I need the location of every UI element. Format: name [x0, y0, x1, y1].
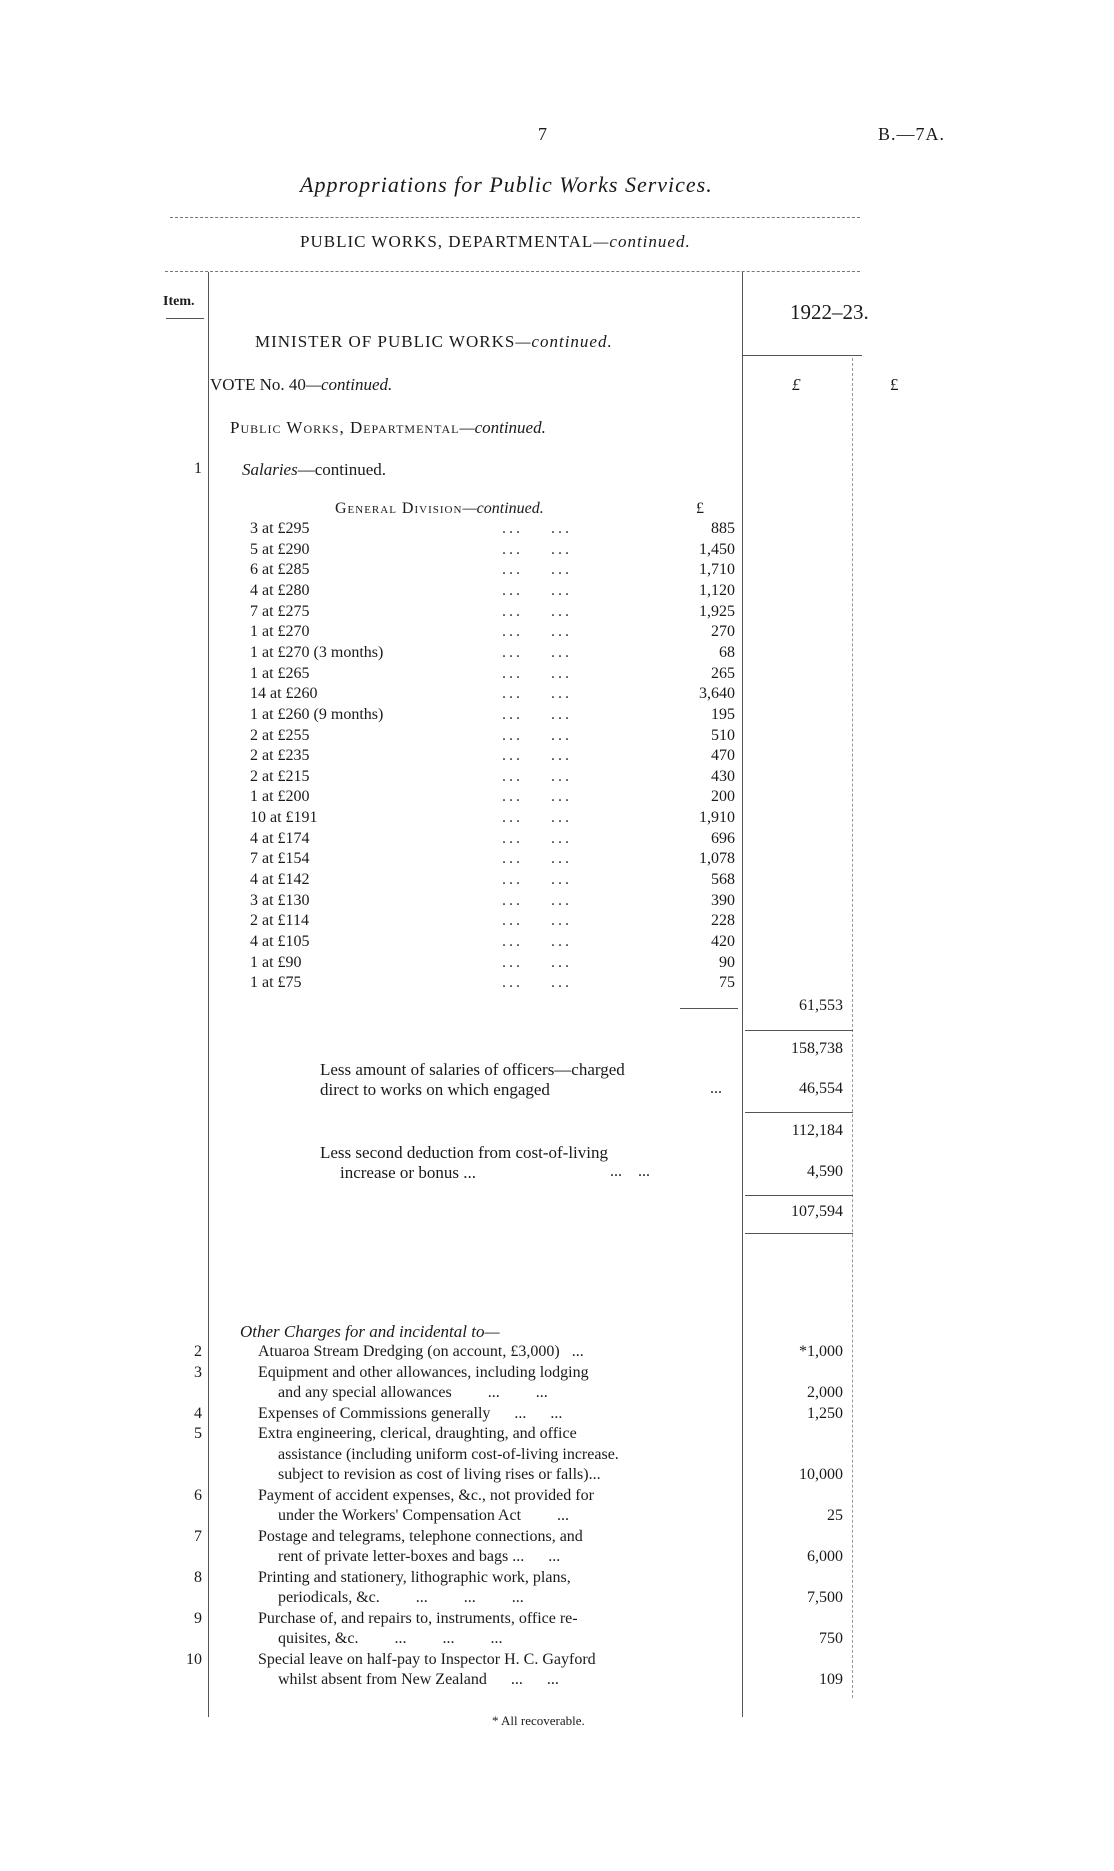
item-column-header: Item.	[163, 294, 195, 309]
salary-grade: 2 at £114	[250, 912, 309, 930]
vote-heading	[210, 375, 392, 395]
charge-description-line: Printing and stationery, lithographic work, plans,	[258, 1568, 571, 1586]
charge-description-line: subject to revision as cost of living rises or falls)...	[278, 1466, 601, 1483]
leader-dots: ... ...	[502, 767, 572, 785]
less-bonus-amount: 4,590	[807, 1163, 843, 1180]
salaries-heading	[242, 460, 386, 480]
charge-item-number: 10	[186, 1650, 202, 1668]
charge-amount: 10,000	[799, 1466, 843, 1483]
leader-dots: ... ...	[502, 953, 572, 971]
leader-dots: ... ...	[502, 809, 572, 827]
charge-amount: 2,000	[807, 1384, 843, 1401]
charge-description-line: Atuaroa Stream Dredging (on account, £3,000) ...	[258, 1343, 584, 1360]
charge-description-line: quisites, &c. ... ... ...	[278, 1630, 503, 1647]
title-rule	[170, 217, 860, 218]
charge-description-line: assistance (including uniform cost-of-living increase.	[278, 1445, 619, 1463]
salary-row	[250, 603, 735, 623]
salary-amount: 885	[711, 520, 735, 537]
salary-grade: 5 at £290	[250, 540, 310, 558]
section-continued: —continued.	[593, 232, 691, 251]
page-title: Appropriations for Public Works Services.	[300, 172, 713, 197]
item-header-underline	[166, 318, 204, 319]
subhead-continued: —continued.	[459, 418, 546, 437]
salaries-continued: —continued.	[297, 460, 387, 479]
page-number: 7	[538, 124, 547, 144]
division-label: General Division	[335, 500, 463, 517]
salary-grade: 1 at £270	[250, 623, 310, 641]
salary-amount: 1,925	[699, 602, 735, 620]
salary-grade: 1 at £200	[250, 788, 310, 806]
salary-amount: 75	[719, 974, 735, 992]
less-bonus-line-2: increase or bonus ...	[340, 1163, 476, 1182]
charge-description-line: Extra engineering, clerical, draughting, and office	[258, 1425, 577, 1442]
salary-amount: 270	[711, 623, 735, 641]
salary-amount: 1,120	[699, 581, 735, 599]
other-charges-heading: Other Charges for and incidental to—	[240, 1322, 500, 1341]
leader-dots: ... ...	[502, 829, 572, 847]
salary-row	[250, 685, 735, 705]
charge-description-line: under the Workers' Compensation Act ...	[278, 1507, 570, 1524]
subhead-heading	[230, 418, 546, 438]
charge-item-number: 8	[194, 1568, 202, 1586]
salary-row	[250, 582, 735, 602]
salary-amount: 3,640	[699, 685, 735, 703]
salary-amount: 1,078	[699, 850, 735, 868]
leader-dots: ... ...	[502, 850, 572, 868]
salary-row	[250, 892, 735, 912]
year-header-rule	[742, 355, 862, 356]
salary-row	[250, 520, 735, 540]
salary-row	[250, 933, 735, 953]
charge-description-line: Equipment and other allowances, including lodging	[258, 1363, 589, 1381]
leader-dots: ... ...	[502, 933, 572, 950]
salary-grade: 4 at £280	[250, 581, 310, 599]
salary-row	[250, 541, 735, 561]
less-officers-line-2: direct to works on which engaged	[320, 1080, 550, 1099]
salary-row	[250, 623, 735, 643]
gross-total: 158,738	[791, 1040, 843, 1057]
salary-grade: 14 at £260	[250, 685, 318, 703]
less-officers-amount: 46,554	[799, 1080, 843, 1097]
salary-amount: 696	[711, 829, 735, 847]
salary-row	[250, 727, 735, 747]
salary-amount: 90	[719, 953, 735, 971]
item-column-rule	[208, 272, 209, 1717]
amount-column-right-rule	[852, 358, 853, 1698]
salary-grade: 2 at £255	[250, 726, 310, 744]
vote-continued: —continued.	[305, 375, 393, 394]
salary-grade: 3 at £295	[250, 520, 310, 537]
document-reference: B.—7A.	[878, 124, 946, 144]
salary-grade: 10 at £191	[250, 809, 318, 827]
charge-item-number: 7	[194, 1527, 202, 1545]
salary-grade: 4 at £105	[250, 933, 310, 950]
salary-amount: 430	[711, 767, 735, 785]
salary-grade: 7 at £154	[250, 850, 310, 868]
salary-amount: 1,910	[699, 809, 735, 827]
leader-dots: ... ...	[502, 891, 572, 909]
salary-row	[250, 788, 735, 808]
salary-amount: 510	[711, 726, 735, 744]
net-total-rule-top	[745, 1195, 853, 1196]
footnote: * All recoverable.	[492, 1713, 585, 1728]
charge-amount: 1,250	[807, 1404, 843, 1422]
division-currency: £	[696, 500, 704, 517]
salary-amount: 1,710	[699, 561, 735, 579]
charge-amount: 109	[819, 1671, 843, 1688]
charge-item-number: 4	[194, 1404, 202, 1422]
charge-description-line: Purchase of, and repairs to, instruments, office re-	[258, 1609, 578, 1627]
vote-label: VOTE No. 40	[210, 375, 306, 394]
ministry-continued: —continued.	[515, 332, 613, 351]
salary-row	[250, 644, 735, 664]
charge-amount: 750	[819, 1630, 843, 1647]
leader-dots: ... ...	[502, 747, 572, 765]
less-bonus-dots: ... ...	[610, 1163, 650, 1180]
leader-dots: ... ...	[502, 974, 572, 992]
subtotal-rule	[745, 1112, 853, 1113]
salary-row	[250, 747, 735, 767]
charge-description-line: Special leave on half-pay to Inspector H. C. Gayford	[258, 1650, 596, 1668]
year-column-header: 1922–23.	[790, 300, 869, 324]
charge-item-number: 5	[194, 1425, 202, 1442]
charge-description-line: periodicals, &c. ... ... ...	[278, 1589, 524, 1606]
salary-row	[250, 830, 735, 850]
salary-row	[250, 954, 735, 974]
leader-dots: ... ...	[502, 602, 572, 620]
division-continued: —continued.	[462, 500, 544, 517]
leader-dots: ... ...	[502, 643, 572, 661]
leader-dots: ... ...	[502, 726, 572, 744]
less-bonus-line-1: Less second deduction from cost-of-living	[320, 1143, 608, 1162]
salary-row	[250, 768, 735, 788]
salary-row	[250, 974, 735, 994]
salary-row	[250, 871, 735, 891]
general-division-heading	[335, 500, 544, 518]
leader-dots: ... ...	[502, 520, 572, 537]
charge-item-number: 2	[194, 1343, 202, 1360]
salary-grade: 4 at £142	[250, 871, 310, 889]
salary-amount: 390	[711, 891, 735, 909]
salary-grade: 6 at £285	[250, 561, 310, 579]
less-officers-line-1: Less amount of salaries of officers—charged	[320, 1060, 625, 1079]
charge-item-number: 6	[194, 1486, 202, 1504]
salary-grade: 4 at £174	[250, 829, 310, 847]
salary-grade: 2 at £235	[250, 747, 310, 765]
salary-row	[250, 912, 735, 932]
leader-dots: ... ...	[502, 705, 572, 723]
charge-amount: *1,000	[799, 1343, 843, 1360]
salary-grade: 2 at £215	[250, 767, 310, 785]
currency-header-1: £	[792, 375, 801, 394]
salaries-label: Salaries	[242, 460, 298, 479]
salary-grade: 1 at £270 (3 months)	[250, 643, 384, 661]
salary-grade: 3 at £130	[250, 891, 310, 909]
charge-amount: 6,000	[807, 1548, 843, 1565]
salary-row	[250, 809, 735, 829]
leader-dots: ... ...	[502, 581, 572, 599]
division-total-rule	[680, 1008, 738, 1009]
salary-grade: 1 at £265	[250, 664, 310, 682]
charge-amount: 7,500	[807, 1589, 843, 1606]
subtotal: 112,184	[791, 1122, 843, 1139]
leader-dots: ... ...	[502, 540, 572, 558]
salary-amount: 265	[711, 664, 735, 682]
ministry-title: MINISTER OF PUBLIC WORKS	[255, 332, 516, 351]
charge-item-number: 3	[194, 1363, 202, 1381]
salary-amount: 200	[711, 788, 735, 806]
section-heading	[300, 232, 691, 252]
salary-row	[250, 665, 735, 685]
salary-row	[250, 561, 735, 581]
charge-description-line: Postage and telegrams, telephone connections, and	[258, 1527, 583, 1545]
charge-amount: 25	[827, 1507, 843, 1524]
salary-amount: 68	[719, 643, 735, 661]
charge-item-number: 9	[194, 1609, 202, 1627]
leader-dots: ... ...	[502, 685, 572, 703]
salary-grade: 1 at £260 (9 months)	[250, 705, 384, 723]
salary-amount: 470	[711, 747, 735, 765]
net-total-rule-bottom	[745, 1233, 853, 1234]
salary-amount: 1,450	[699, 540, 735, 558]
amount-column-left-rule	[742, 272, 743, 1717]
salary-row	[250, 706, 735, 726]
charge-description-line: whilst absent from New Zealand ... ...	[278, 1671, 559, 1688]
salary-grade: 7 at £275	[250, 602, 310, 620]
division-total: 61,553	[799, 997, 843, 1014]
salary-grade: 1 at £90	[250, 953, 302, 971]
salary-amount: 568	[711, 871, 735, 889]
subhead-label: Public Works, Departmental	[230, 418, 460, 437]
salaries-item-number: 1	[194, 460, 202, 477]
leader-dots: ... ...	[502, 912, 572, 930]
salary-grade: 1 at £75	[250, 974, 302, 992]
leader-dots: ... ...	[502, 871, 572, 889]
less-officers-dots: ...	[710, 1080, 722, 1097]
charge-description-line: and any special allowances ... ...	[278, 1384, 548, 1401]
salary-amount: 228	[711, 912, 735, 930]
leader-dots: ... ...	[502, 788, 572, 806]
salary-row	[250, 850, 735, 870]
salary-amount: 420	[711, 933, 735, 950]
charge-description-line: Payment of accident expenses, &c., not provided for	[258, 1486, 594, 1504]
ministry-heading	[255, 332, 613, 352]
leader-dots: ... ...	[502, 664, 572, 682]
charge-description-line: rent of private letter-boxes and bags ... ...	[278, 1548, 561, 1565]
leader-dots: ... ...	[502, 561, 572, 579]
gross-total-rule	[745, 1030, 853, 1031]
charge-description-line: Expenses of Commissions generally ... ...	[258, 1404, 563, 1422]
section-rule	[165, 271, 860, 272]
section-title: PUBLIC WORKS, DEPARTMENTAL	[300, 232, 594, 251]
leader-dots: ... ...	[502, 623, 572, 641]
net-total: 107,594	[791, 1203, 843, 1220]
currency-header-2: £	[890, 375, 899, 394]
salary-amount: 195	[711, 705, 735, 723]
